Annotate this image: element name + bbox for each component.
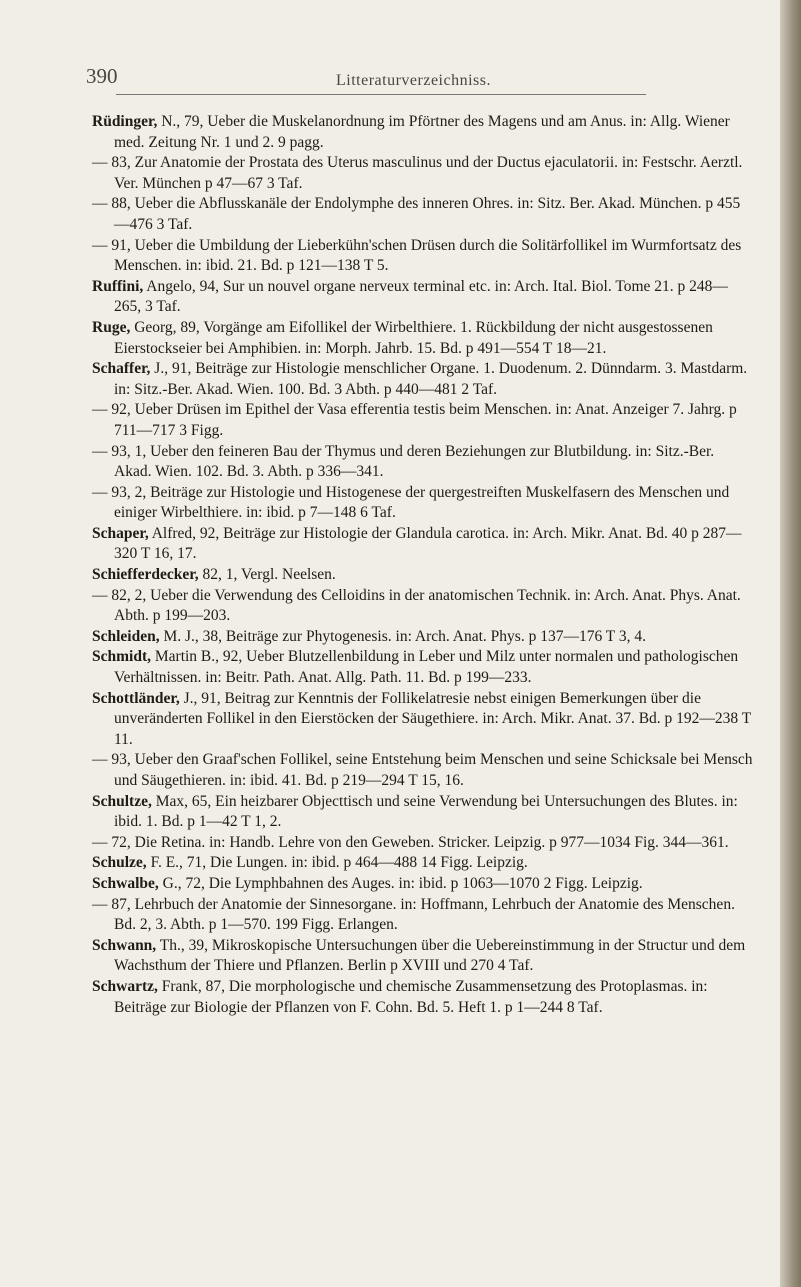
entry-text: — 87, Lehrbuch der Anatomie der Sinnesorgane. in: Hoffmann, Lehrbuch der Anatomie des Menschen. Bd. 2, 3. Abth. p 1—570. 199 Figg. Erlangen.	[92, 895, 735, 934]
bibliography-entry	[92, 647, 754, 688]
entry-text: — 93, 2, Beiträge zur Histologie und Histogenese der quergestreiften Muskelfasern des Menschen und einiger Wirbelthiere. in: ibid. p 7—148 6 Taf.	[92, 483, 730, 522]
entry-text: F. E., 71, Die Lungen. in: ibid. p 464—488 14 Figg. Leipzig.	[146, 854, 528, 872]
bibliography-entry	[92, 483, 754, 524]
entry-text: N., 79, Ueber die Muskelanordnung im Pförtner des Magens und am Anus. in: Allg. Wiener med. Zeitung Nr. 1 und 2. 9 pagg.	[114, 113, 730, 151]
entry-author: Schmidt,	[92, 648, 151, 666]
bibliography-entry	[92, 153, 754, 194]
entry-author: Schwalbe,	[92, 874, 159, 892]
entry-text: G., 72, Die Lymphbahnen des Auges. in: ibid. p 1063—1070 2 Figg. Leipzig.	[158, 874, 643, 892]
entry-text: J., 91, Beiträge zur Histologie menschlicher Organe. 1. Duodenum. 2. Dünndarm. 3. Mastdarm. in: Sitz.-Ber. Akad. Wien. 100. Bd. 3 Abth. p 440—481 2 Taf.	[114, 360, 748, 398]
bibliography-entry	[92, 853, 754, 874]
bibliography-entry	[92, 833, 754, 854]
entry-text: 82, 1, Vergl. Neelsen.	[198, 566, 336, 584]
entry-text: Alfred, 92, Beiträge zur Histologie der Glandula carotica. in: Arch. Mikr. Anat. Bd. 40 p 287—320 T 16, 17.	[114, 524, 742, 563]
bibliography-entry	[92, 194, 754, 235]
entry-author: Schottländer,	[92, 689, 180, 707]
bibliography-entry	[92, 895, 754, 936]
bibliography-entry	[92, 442, 754, 483]
bibliography-list	[92, 112, 754, 1018]
bibliography-entry	[92, 586, 754, 627]
bibliography-entry	[92, 112, 754, 153]
entry-text: — 93, Ueber den Graaf'schen Follikel, seine Entstehung beim Menschen und seine Schicksale bei Mensch und Säugethieren. in: ibid. 41. Bd. p 219—294 T 15, 16.	[92, 751, 753, 789]
entry-author: Rüdinger,	[92, 113, 158, 130]
header-rule	[116, 94, 646, 95]
entry-text: — 72, Die Retina. in: Handb. Lehre von den Geweben. Stricker. Leipzig. p 977—1034 Fig. 344—361.	[92, 833, 729, 851]
entry-text: — 82, 2, Ueber die Verwendung des Celloidins in der anatomischen Technik. in: Arch. Anat. Phys. Anat. Abth. p 199—203.	[92, 586, 741, 625]
entry-text: — 88, Ueber die Abflusskanäle der Endolymphe des inneren Ohres. in: Sitz. Ber. Akad. München. p 455—476 3 Taf.	[92, 195, 741, 233]
page-number: 390	[86, 64, 118, 88]
bibliography-entry	[92, 236, 754, 277]
entry-text: Th., 39, Mikroskopische Untersuchungen über die Uebereinstimmung in der Structur und dem Wachsthum der Thiere und Pflanzen. Berlin p XVIII und 270 4 Taf.	[114, 936, 746, 975]
entry-text: — 83, Zur Anatomie der Prostata des Uterus masculinus und der Ductus ejaculatorii. in: Festschr. Aerztl. Ver. München p 47—67 3 Taf.	[92, 154, 743, 192]
entry-author: Schulze,	[92, 854, 147, 872]
entry-text: M. J., 38, Beiträge zur Phytogenesis. in: Arch. Anat. Phys. p 137—176 T 3, 4.	[159, 627, 646, 645]
page-edge	[780, 0, 801, 1287]
entry-author: Schaffer,	[92, 360, 151, 378]
bibliography-entry	[92, 627, 754, 648]
entry-author: Schwann,	[92, 936, 157, 954]
bibliography-entry	[92, 359, 754, 400]
bibliography-entry	[92, 689, 754, 751]
bibliography-entry	[92, 874, 754, 895]
bibliography-entry	[92, 318, 754, 359]
bibliography-entry	[92, 977, 754, 1018]
entry-text: J., 91, Beitrag zur Kenntnis der Follikelatresie nebst einigen Bemerkungen über die unveränderten Follikel in den Eierstöcken der Säugethiere. in: Arch. Mikr. Anat. 37. Bd. p 192—238 T 11.	[114, 689, 751, 748]
running-title: Litteraturverzeichniss.	[336, 72, 491, 89]
entry-text: Frank, 87, Die morphologische und chemische Zusammensetzung des Protoplasmas. in: Beiträge zur Biologie der Pflanzen von F. Cohn. Bd. 5. Heft 1. p 1—244 8 Taf.	[114, 977, 708, 1016]
bibliography-entry	[92, 792, 754, 833]
entry-text: Georg, 89, Vorgänge am Eifollikel der Wirbelthiere. 1. Rückbildung der nicht ausgestossenen Eierstockseier bei Amphibien. in: Morph. Jahrb. 15. Bd. p 491—554 T 18—21.	[114, 318, 713, 357]
bibliography-entry	[92, 565, 754, 586]
entry-author: Schaper,	[92, 524, 149, 542]
page-header	[86, 58, 766, 92]
entry-text: — 93, 1, Ueber den feineren Bau der Thymus und deren Beziehungen zur Blutbildung. in: Sitz.-Ber. Akad. Wien. 102. Bd. 3. Abth. p 336—341.	[92, 442, 715, 481]
entry-text: — 92, Ueber Drüsen im Epithel der Vasa efferentia testis beim Menschen. in: Anat. Anzeiger 7. Jahrg. p 711—717 3 Figg.	[92, 401, 737, 439]
entry-author: Schleiden,	[92, 627, 160, 645]
entry-text: Angelo, 94, Sur un nouvel organe nerveux terminal etc. in: Arch. Ital. Biol. Tome 21. p 248—265, 3 Taf.	[114, 277, 728, 316]
entry-author: Schiefferdecker,	[92, 566, 199, 584]
entry-author: Schwartz,	[92, 977, 158, 995]
entry-author: Schultze,	[92, 792, 152, 810]
entry-author: Ruge,	[92, 318, 131, 336]
entry-text: Max, 65, Ein heizbarer Objecttisch und seine Verwendung bei Untersuchungen des Blutes. in: ibid. 1. Bd. p 1—42 T 1, 2.	[114, 792, 738, 831]
entry-text: — 91, Ueber die Umbildung der Lieberkühn'schen Drüsen durch die Solitärfollikel im Wurmfortsatz des Menschen. in: ibid. 21. Bd. p 121—138 T 5.	[92, 236, 742, 275]
entry-author: Ruffini,	[92, 277, 144, 295]
entry-text: Martin B., 92, Ueber Blutzellenbildung in Leber und Milz unter normalen und pathologischen Verhältnissen. in: Beitr. Path. Anat. Allg. Path. 11. Bd. p 199—233.	[114, 648, 739, 687]
bibliography-entry	[92, 750, 754, 791]
bibliography-entry	[92, 277, 754, 318]
bibliography-entry	[92, 936, 754, 977]
bibliography-entry	[92, 524, 754, 565]
bibliography-entry	[92, 400, 754, 441]
